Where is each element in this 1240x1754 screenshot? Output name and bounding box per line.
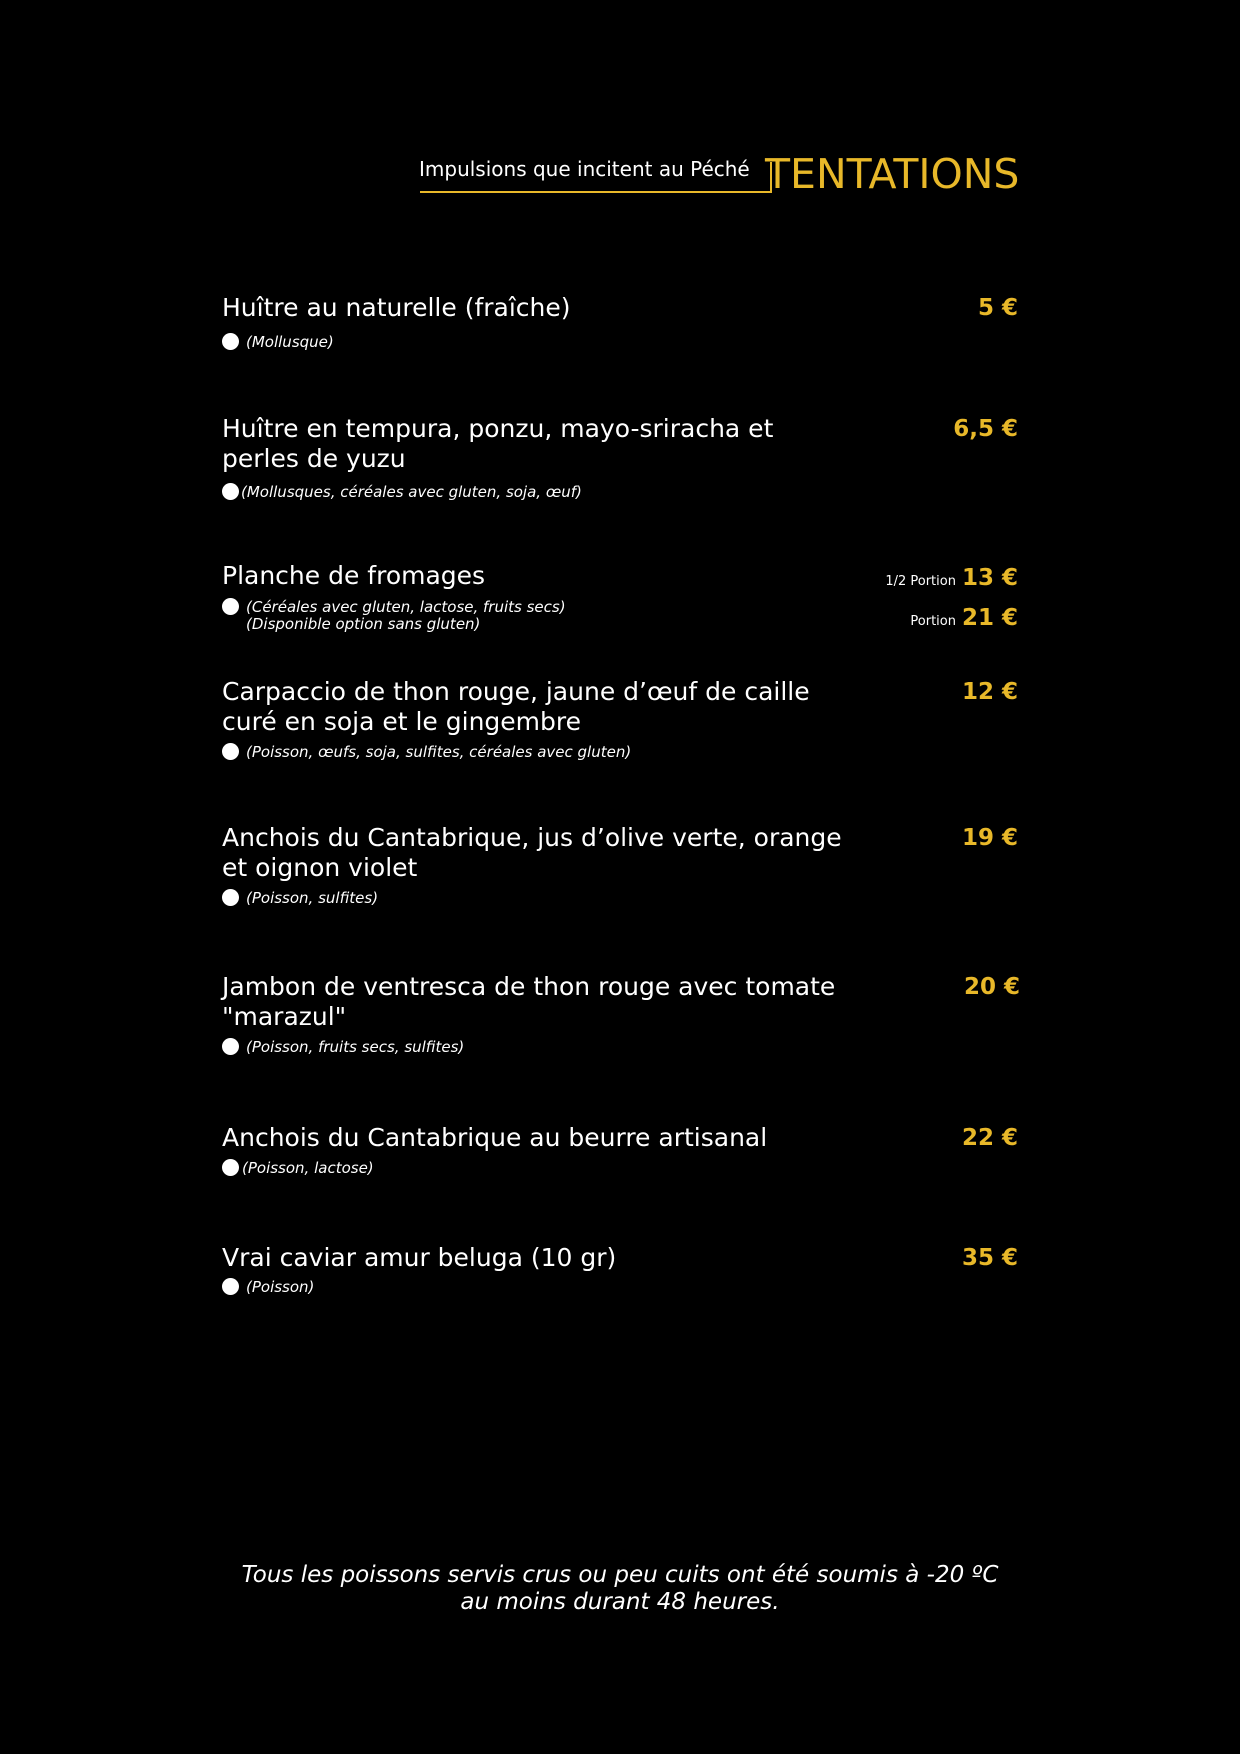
- allergen-text: (Poisson, lactose): [242, 1159, 374, 1177]
- item-name: Planche de fromages: [222, 561, 486, 590]
- half-portion-label: 1/2 Portion: [885, 574, 956, 589]
- item-price: 20 €: [963, 974, 1020, 1000]
- allergen-info: [222, 333, 334, 351]
- allergen-text: (Poisson): [246, 1278, 315, 1296]
- half-portion-value: 13 €: [961, 565, 1018, 591]
- item-name: Jambon de ventresca de thon rouge avec tomate "marazul": [222, 972, 836, 1031]
- item-name: Anchois du Cantabrique au beurre artisanal: [222, 1123, 768, 1152]
- item-name: Huître en tempura, ponzu, mayo-sriracha et perles de yuzu: [222, 414, 774, 473]
- item-price: 12 €: [961, 679, 1018, 705]
- item-price: 19 €: [961, 825, 1018, 851]
- allergen-info: [222, 483, 582, 501]
- allergen-dot-icon: [222, 483, 239, 500]
- full-portion-price: [910, 605, 1018, 631]
- item-name: Huître au naturelle (fraîche): [222, 293, 571, 322]
- allergen-text: (Mollusques, céréales avec gluten, soja, œuf): [241, 483, 582, 501]
- allergen-dot-icon: [222, 1278, 239, 1295]
- allergen-dot-icon: [222, 598, 239, 615]
- menu-header: [419, 150, 1020, 200]
- item-price: 5 €: [977, 295, 1018, 321]
- item-name: Anchois du Cantabrique, jus d’olive verte, orange et oignon violet: [222, 823, 842, 882]
- allergen-info: [222, 1278, 314, 1296]
- item-price: 22 €: [961, 1125, 1018, 1151]
- item-name: Vrai caviar amur beluga (10 gr): [222, 1243, 617, 1272]
- item-price: 35 €: [961, 1245, 1018, 1271]
- allergen-info: [222, 1038, 464, 1056]
- notice-line-2: au moins durant 48 heures.: [460, 1589, 780, 1615]
- allergen-dot-icon: [222, 333, 239, 350]
- section-title: TENTATIONS: [765, 150, 1020, 198]
- allergen-info: [222, 743, 631, 761]
- allergen-note: (Disponible option sans gluten): [246, 615, 481, 633]
- allergen-text: (Poisson, fruits secs, sulfites): [246, 1038, 465, 1056]
- item-name: Carpaccio de thon rouge, jaune d’œuf de caille curé en soja et le gingembre: [222, 677, 810, 736]
- allergen-info: [222, 598, 566, 633]
- header-underline: [420, 191, 772, 193]
- header-subtitle: Impulsions que incitent au Péché: [419, 157, 750, 181]
- allergen-text: (Poisson, œufs, soja, sulfites, céréales avec gluten): [246, 743, 632, 761]
- allergen-dot-icon: [222, 1038, 239, 1055]
- allergen-dot-icon: [222, 889, 239, 906]
- allergen-dot-icon: [222, 1159, 239, 1176]
- half-portion-price: [885, 565, 1018, 591]
- allergen-text: (Poisson, sulfites): [246, 889, 379, 907]
- allergen-info: [222, 889, 378, 907]
- allergen-dot-icon: [222, 743, 239, 760]
- raw-fish-notice: [220, 1562, 1020, 1616]
- allergen-text: (Mollusque): [246, 333, 334, 351]
- item-price: 6,5 €: [953, 416, 1018, 442]
- portion-label: Portion: [910, 614, 956, 629]
- notice-line-1: Tous les poissons servis crus ou peu cuits ont été soumis à -20 ºC: [241, 1562, 999, 1588]
- portion-value: 21 €: [961, 605, 1018, 631]
- allergen-text: (Céréales avec gluten, lactose, fruits secs): [246, 598, 566, 616]
- allergen-info: [222, 1159, 374, 1177]
